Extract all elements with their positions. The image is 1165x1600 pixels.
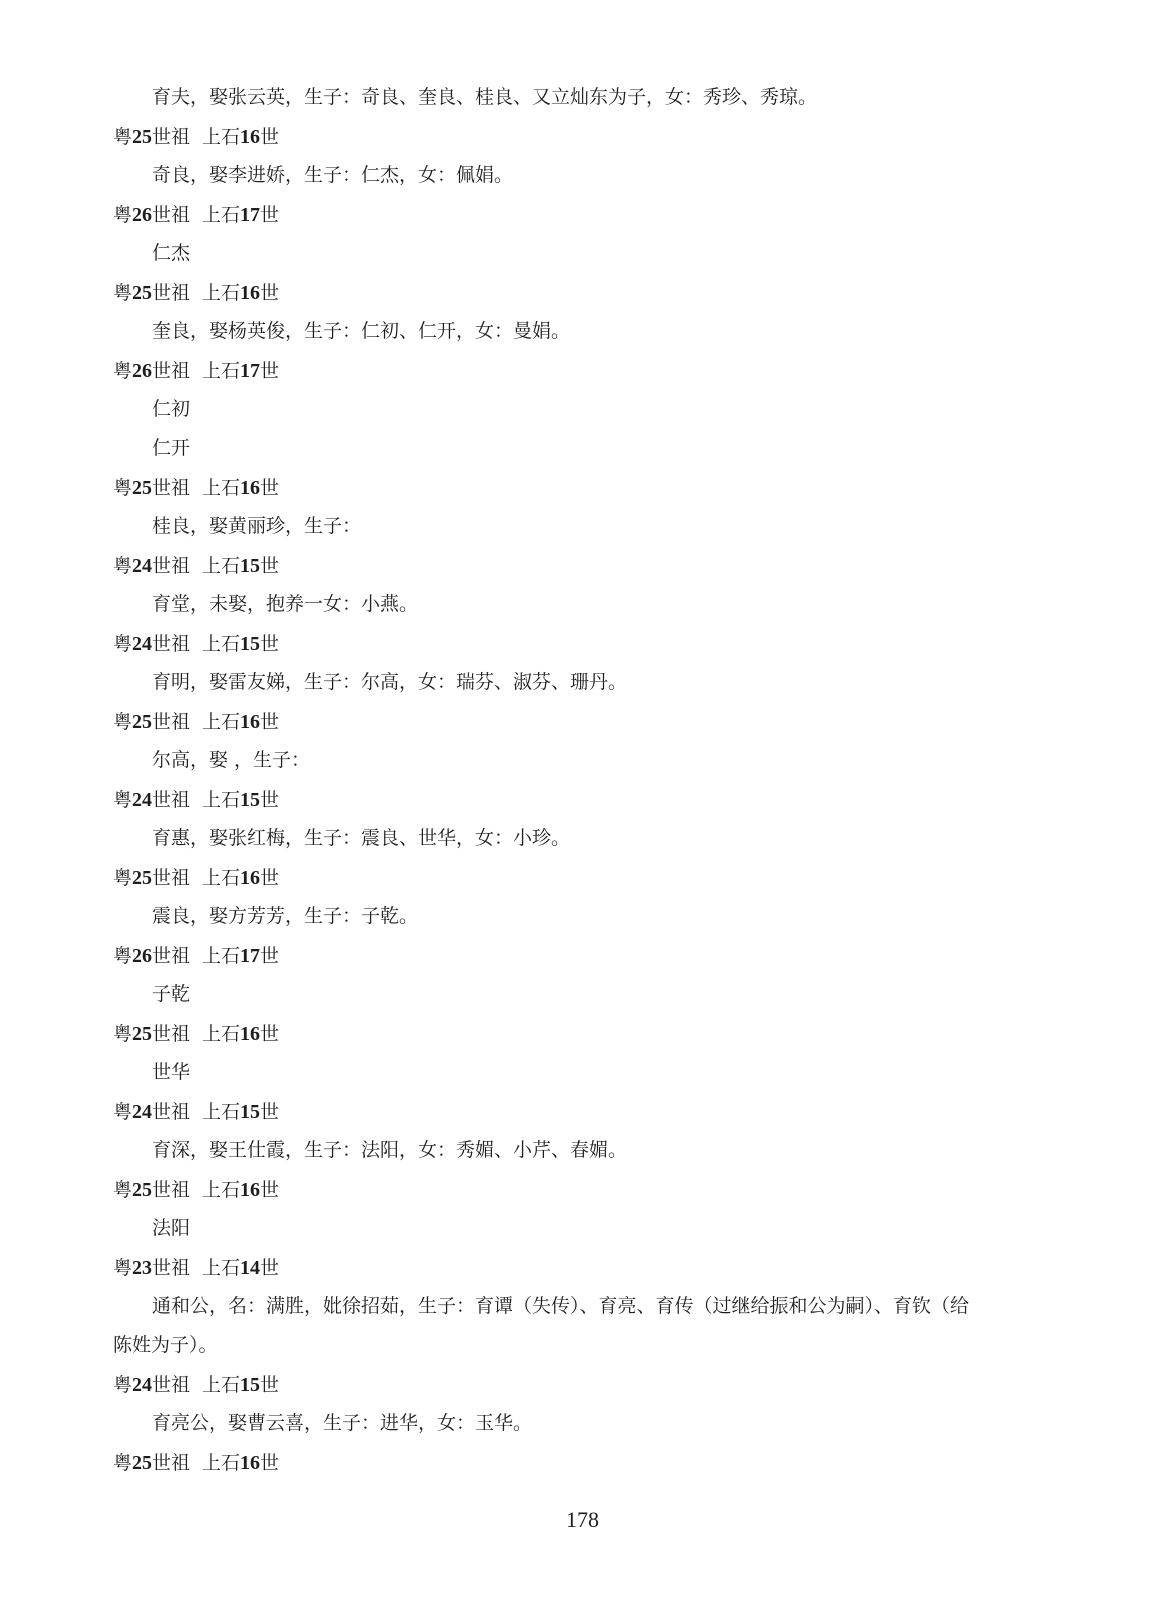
shi-label: 世 <box>260 126 280 148</box>
yue-generation-number: 26 <box>132 360 153 382</box>
yue-label: 粤 <box>113 1452 133 1474</box>
yue-generation-number: 25 <box>132 1179 153 1201</box>
yue-generation-number: 25 <box>132 867 153 889</box>
shi-label: 世 <box>260 1179 280 1201</box>
shizu-label: 世祖 <box>152 1257 191 1279</box>
shi-label: 世 <box>260 204 280 226</box>
shizu-label: 世祖 <box>152 711 191 733</box>
entry-text: 陈姓为子）。 <box>113 1334 218 1356</box>
shi-label: 世 <box>260 282 280 304</box>
shi-label: 世 <box>260 1452 280 1474</box>
shizu-label: 世祖 <box>152 945 191 967</box>
shangshi-generation-number: 16 <box>240 1023 261 1045</box>
yue-label: 粤 <box>113 555 133 577</box>
shi-label: 世 <box>260 1023 280 1045</box>
generation-heading <box>113 283 1165 303</box>
shangshi-label: 上石 <box>202 204 241 226</box>
entry-text: 子乾 <box>152 983 191 1005</box>
shangshi-generation-number: 16 <box>240 126 261 148</box>
entry-text: 奇良，娶李进娇，生子：仁杰，女：佩娟。 <box>152 164 514 186</box>
shangshi-generation-number: 17 <box>240 204 261 226</box>
shi-label: 世 <box>260 867 280 889</box>
person-entry <box>152 673 1165 692</box>
shangshi-generation-number: 16 <box>240 711 261 733</box>
entry-text: 育深，娶王仕霞，生子：法阳，女：秀媚、小芹、春媚。 <box>152 1139 628 1161</box>
shangshi-generation-number: 15 <box>240 789 261 811</box>
shizu-label: 世祖 <box>152 1101 191 1123</box>
shi-label: 世 <box>260 945 280 967</box>
person-entry <box>152 88 1165 107</box>
shangshi-label: 上石 <box>202 945 241 967</box>
yue-generation-number: 23 <box>132 1257 153 1279</box>
shizu-label: 世祖 <box>152 1452 191 1474</box>
generation-heading <box>113 634 1165 654</box>
entry-text: 育堂，未娶，抱养一女：小燕。 <box>152 593 419 615</box>
person-entry <box>152 322 1165 341</box>
shizu-label: 世祖 <box>152 555 191 577</box>
person-entry <box>152 1141 1165 1160</box>
person-entry-continuation <box>113 1336 1165 1355</box>
yue-label: 粤 <box>113 126 133 148</box>
entry-text: 仁初 <box>152 398 191 420</box>
shizu-label: 世祖 <box>152 1179 191 1201</box>
entry-text: 尔高，娶 ，生子： <box>152 749 311 771</box>
generation-heading <box>113 712 1165 732</box>
shizu-label: 世祖 <box>152 1374 191 1396</box>
shangshi-label: 上石 <box>202 1257 241 1279</box>
person-entry <box>152 1414 1165 1433</box>
person-entry <box>152 166 1165 185</box>
shizu-label: 世祖 <box>152 867 191 889</box>
yue-generation-number: 25 <box>132 282 153 304</box>
yue-generation-number: 24 <box>132 1101 153 1123</box>
shangshi-label: 上石 <box>202 711 241 733</box>
shi-label: 世 <box>260 477 280 499</box>
yue-label: 粤 <box>113 282 133 304</box>
shangshi-generation-number: 16 <box>240 1179 261 1201</box>
shangshi-label: 上石 <box>202 360 241 382</box>
shangshi-label: 上石 <box>202 1023 241 1045</box>
generation-heading <box>113 205 1165 225</box>
shangshi-generation-number: 15 <box>240 633 261 655</box>
generation-heading <box>113 1453 1165 1473</box>
entry-text: 奎良，娶杨英俊，生子：仁初、仁开，女：曼娟。 <box>152 320 571 342</box>
yue-label: 粤 <box>113 867 133 889</box>
yue-label: 粤 <box>113 477 133 499</box>
generation-heading <box>113 1102 1165 1122</box>
entry-text: 育惠，娶张红梅，生子：震良、世华，女：小珍。 <box>152 827 571 849</box>
yue-generation-number: 26 <box>132 945 153 967</box>
generation-heading <box>113 361 1165 381</box>
shangshi-label: 上石 <box>202 282 241 304</box>
yue-generation-number: 24 <box>132 633 153 655</box>
entry-text: 世华 <box>152 1061 191 1083</box>
yue-label: 粤 <box>113 1179 133 1201</box>
generation-heading <box>113 478 1165 498</box>
person-entry <box>152 829 1165 848</box>
shangshi-generation-number: 16 <box>240 477 261 499</box>
shangshi-label: 上石 <box>202 633 241 655</box>
entry-text: 仁杰 <box>152 242 191 264</box>
shangshi-generation-number: 16 <box>240 1452 261 1474</box>
generation-heading <box>113 946 1165 966</box>
shangshi-generation-number: 14 <box>240 1257 261 1279</box>
shangshi-label: 上石 <box>202 477 241 499</box>
shi-label: 世 <box>260 1101 280 1123</box>
shangshi-label: 上石 <box>202 126 241 148</box>
shi-label: 世 <box>260 360 280 382</box>
person-entry <box>152 751 1165 770</box>
yue-generation-number: 24 <box>132 555 153 577</box>
generation-heading <box>113 868 1165 888</box>
shizu-label: 世祖 <box>152 1023 191 1045</box>
shangshi-label: 上石 <box>202 1101 241 1123</box>
shi-label: 世 <box>260 1374 280 1396</box>
generation-heading <box>113 1024 1165 1044</box>
yue-label: 粤 <box>113 945 133 967</box>
entry-text: 法阳 <box>152 1217 191 1239</box>
page-number: 178 <box>566 1507 599 1532</box>
yue-generation-number: 25 <box>132 1452 153 1474</box>
generation-heading <box>113 1258 1165 1278</box>
person-entry <box>152 517 1165 536</box>
shangshi-generation-number: 17 <box>240 360 261 382</box>
entry-text: 育亮公，娶曹云喜，生子：进华，女：玉华。 <box>152 1412 533 1434</box>
generation-heading <box>113 556 1165 576</box>
person-entry <box>152 244 1165 263</box>
shangshi-label: 上石 <box>202 1179 241 1201</box>
entry-text: 育夫，娶张云英，生子：奇良、奎良、桂良、又立灿东为子，女：秀珍、秀琼。 <box>152 86 818 108</box>
shangshi-generation-number: 15 <box>240 555 261 577</box>
yue-label: 粤 <box>113 1023 133 1045</box>
yue-generation-number: 25 <box>132 711 153 733</box>
shangshi-label: 上石 <box>202 789 241 811</box>
shizu-label: 世祖 <box>152 282 191 304</box>
shangshi-generation-number: 17 <box>240 945 261 967</box>
shangshi-generation-number: 15 <box>240 1101 261 1123</box>
yue-label: 粤 <box>113 711 133 733</box>
shi-label: 世 <box>260 711 280 733</box>
shangshi-label: 上石 <box>202 1374 241 1396</box>
shizu-label: 世祖 <box>152 789 191 811</box>
person-entry <box>152 907 1165 926</box>
person-entry <box>152 1219 1165 1238</box>
shizu-label: 世祖 <box>152 126 191 148</box>
shi-label: 世 <box>260 555 280 577</box>
yue-label: 粤 <box>113 360 133 382</box>
yue-generation-number: 25 <box>132 477 153 499</box>
shangshi-generation-number: 16 <box>240 282 261 304</box>
shangshi-label: 上石 <box>202 1452 241 1474</box>
shi-label: 世 <box>260 789 280 811</box>
entry-text: 震良，娶方芳芳，生子：子乾。 <box>152 905 419 927</box>
shizu-label: 世祖 <box>152 477 191 499</box>
shizu-label: 世祖 <box>152 204 191 226</box>
person-entry <box>152 439 1165 458</box>
shangshi-generation-number: 15 <box>240 1374 261 1396</box>
yue-label: 粤 <box>113 789 133 811</box>
person-entry <box>152 400 1165 419</box>
generation-heading <box>113 1180 1165 1200</box>
yue-label: 粤 <box>113 1101 133 1123</box>
shizu-label: 世祖 <box>152 633 191 655</box>
yue-generation-number: 25 <box>132 126 153 148</box>
entry-text: 通和公，名：满胜，妣徐招茹，生子：育谭（失传）、育亮、育传（过继给振和公为嗣）、育钦（给 <box>152 1295 970 1317</box>
person-entry <box>152 1063 1165 1082</box>
entry-text: 育明，娶雷友娣，生子：尔高，女：瑞芬、淑芬、珊丹。 <box>152 671 628 693</box>
yue-generation-number: 24 <box>132 1374 153 1396</box>
yue-label: 粤 <box>113 1374 133 1396</box>
shi-label: 世 <box>260 1257 280 1279</box>
person-entry <box>152 1297 1165 1316</box>
shangshi-generation-number: 16 <box>240 867 261 889</box>
shizu-label: 世祖 <box>152 360 191 382</box>
yue-generation-number: 24 <box>132 789 153 811</box>
yue-label: 粤 <box>113 633 133 655</box>
shangshi-label: 上石 <box>202 867 241 889</box>
generation-heading <box>113 790 1165 810</box>
shangshi-label: 上石 <box>202 555 241 577</box>
person-entry <box>152 985 1165 1004</box>
person-entry <box>152 595 1165 614</box>
yue-generation-number: 26 <box>132 204 153 226</box>
generation-heading <box>113 1375 1165 1395</box>
yue-label: 粤 <box>113 1257 133 1279</box>
entry-text: 仁开 <box>152 437 191 459</box>
yue-label: 粤 <box>113 204 133 226</box>
generation-heading <box>113 127 1165 147</box>
shi-label: 世 <box>260 633 280 655</box>
yue-generation-number: 25 <box>132 1023 153 1045</box>
entry-text: 桂良，娶黄丽珍，生子： <box>152 515 362 537</box>
